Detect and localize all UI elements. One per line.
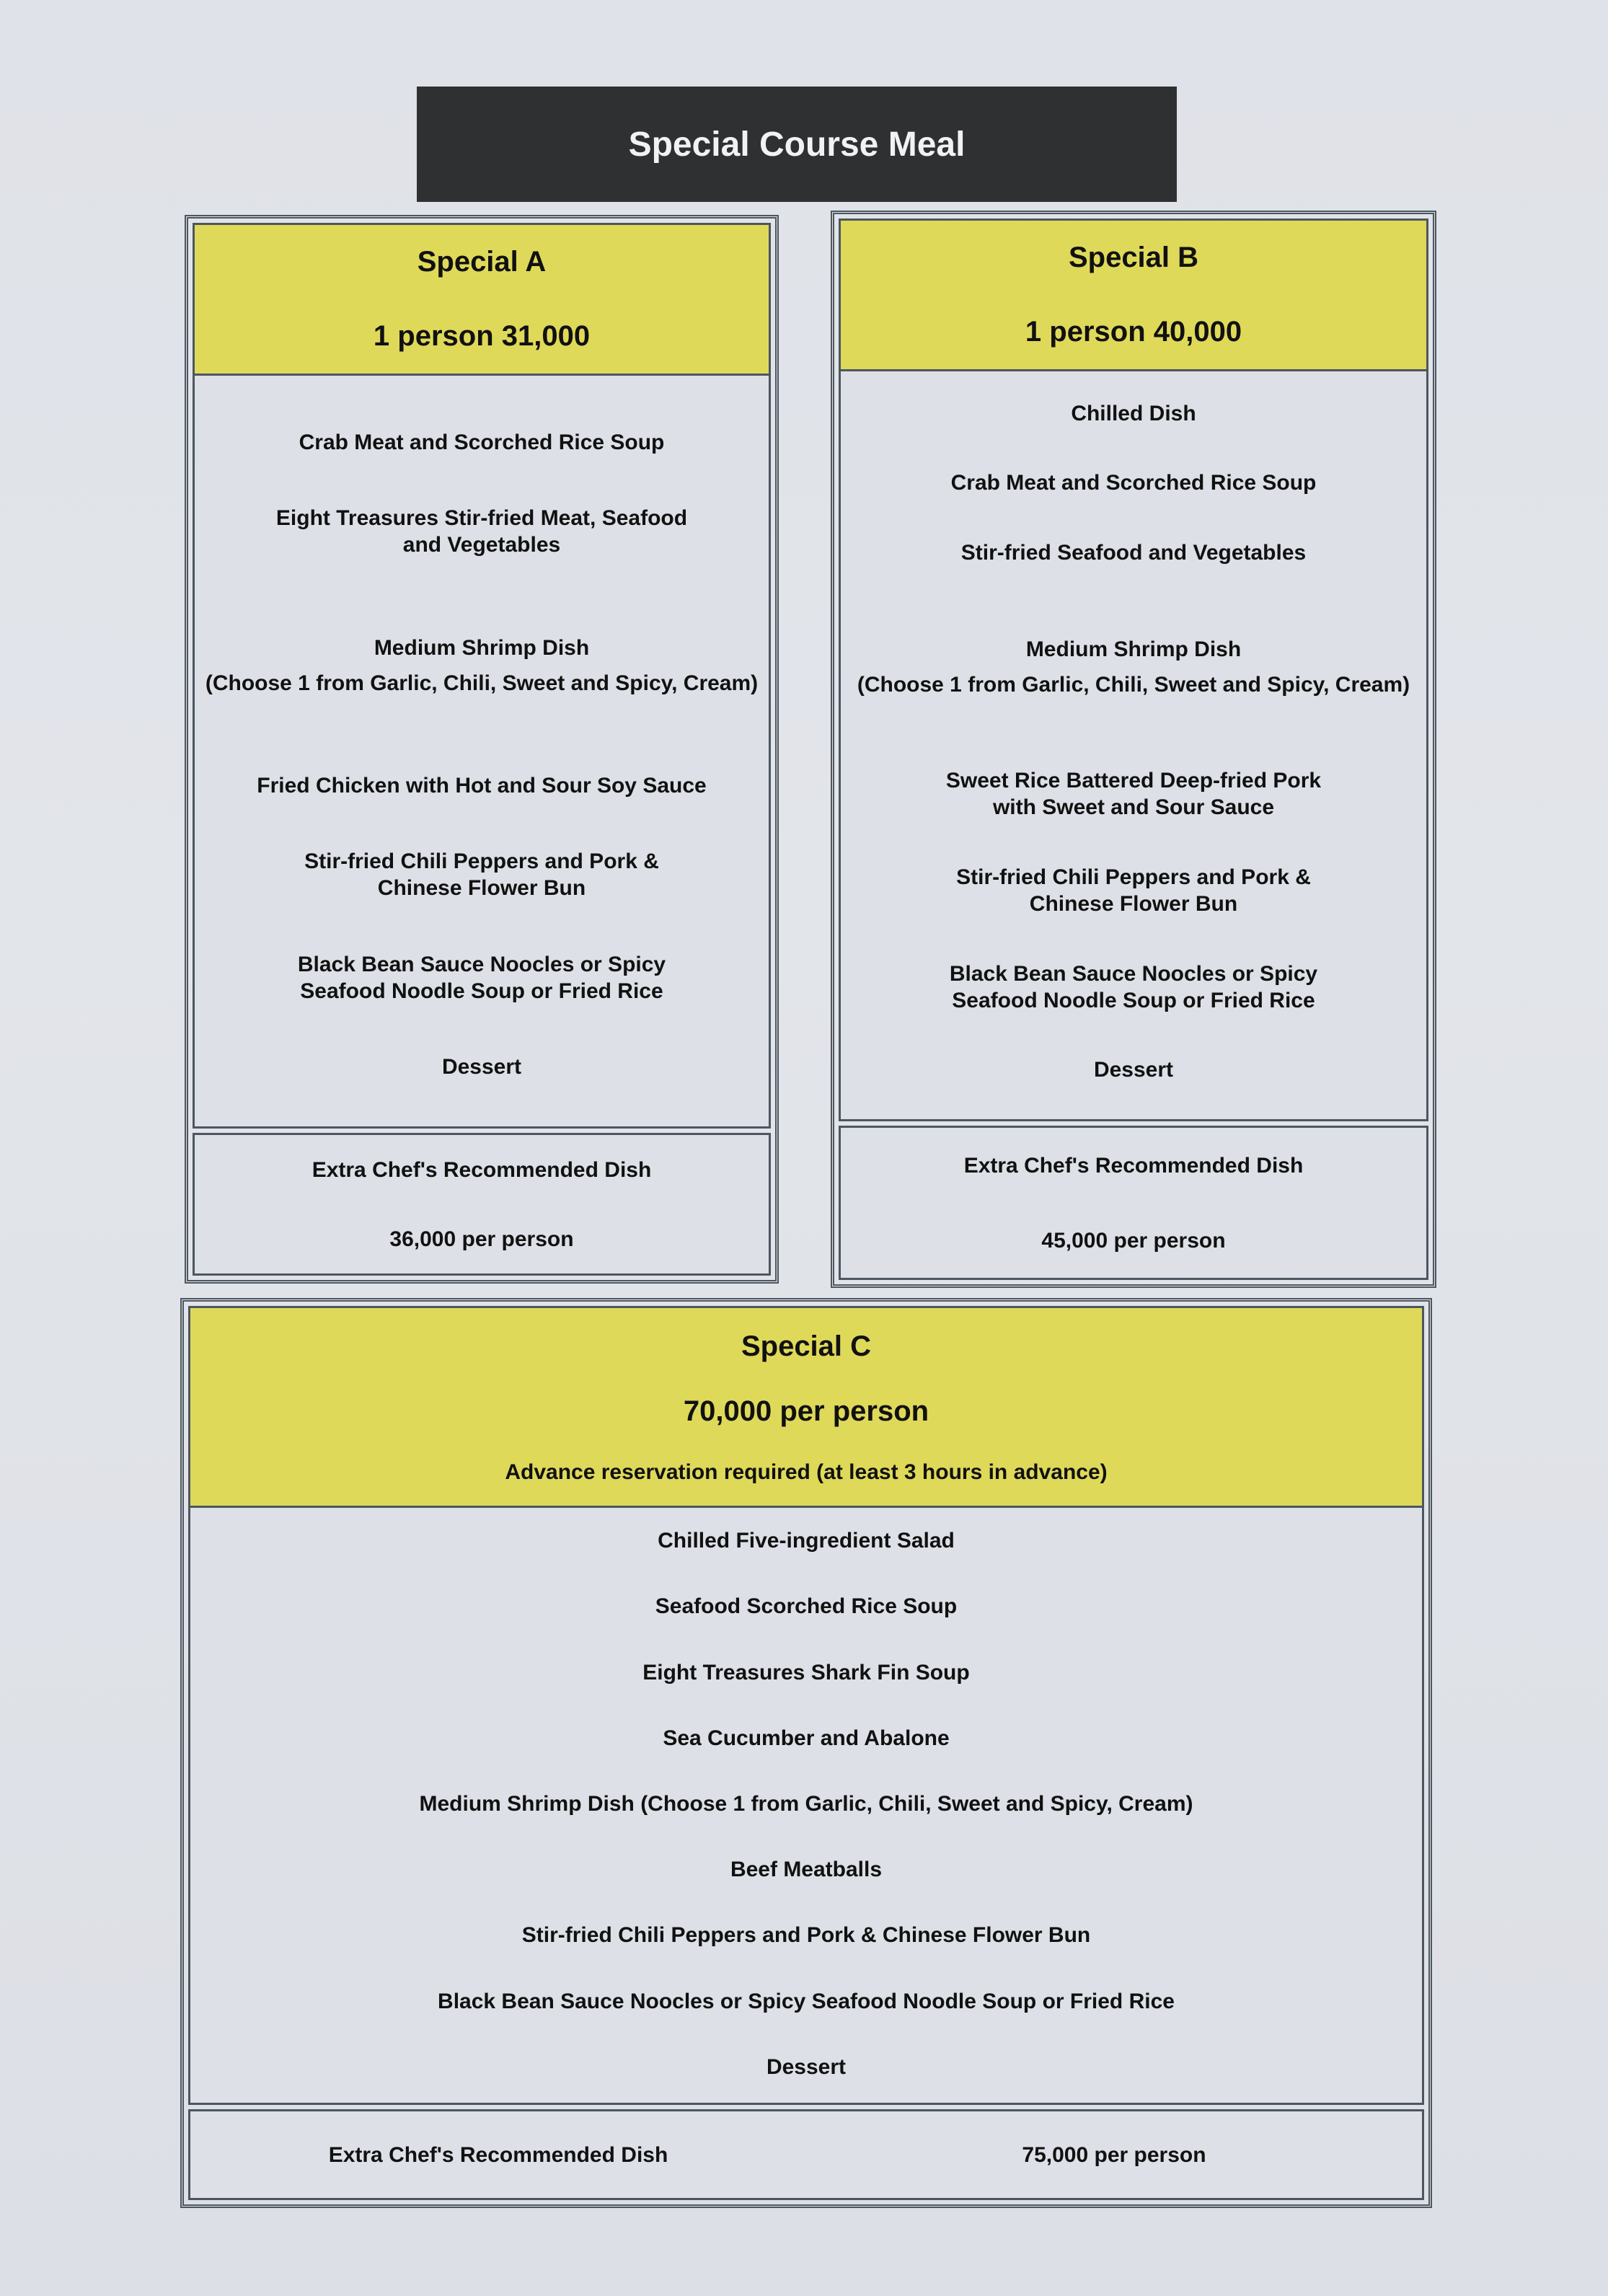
list-item: Black Bean Sauce Noocles or Spicy Seafood Noodle Soup or Fried Rice — [297, 952, 666, 1003]
special-a-header — [193, 223, 771, 376]
list-item: Chilled Dish — [1071, 401, 1196, 425]
list-item: Crab Meat and Scorched Rice Soup — [299, 430, 665, 455]
special-c-extra — [188, 2109, 1424, 2200]
extra-dish-price: 45,000 per person — [1041, 1228, 1226, 1253]
extra-dish-price: 75,000 per person — [1022, 2142, 1206, 2167]
list-item: Crab Meat and Scorched Rice Soup — [950, 471, 1317, 495]
list-item: Dessert — [1093, 1058, 1174, 1082]
list-item: Beef Meatballs — [730, 1858, 883, 1882]
list-item: Fried Chicken with Hot and Sour Soy Sauce — [257, 773, 707, 798]
special-c-header — [188, 1306, 1424, 1508]
list-item: Eight Treasures Stir-fried Meat, Seafood and Vegetables — [275, 506, 688, 557]
shrimp-dish-options: (Choose 1 from Garlic, Chili, Sweet and Spicy, Cream) — [857, 672, 1410, 697]
extra-dish-label: Extra Chef's Recommended Dish — [312, 1157, 652, 1182]
special-a-dish-list — [193, 376, 771, 1129]
list-item — [206, 608, 758, 723]
list-item: Stir-fried Chili Peppers and Pork & Chinese Flower Bun — [521, 1923, 1091, 1948]
list-item: Eight Treasures Shark Fin Soup — [642, 1660, 970, 1685]
list-item: Sweet Rice Battered Deep-fried Pork with Sweet and Sour Sauce — [945, 769, 1322, 820]
special-a-price: 1 person 31,000 — [373, 320, 591, 352]
list-item: Stir-fried Chili Peppers and Pork & Chinese Flower Bun — [956, 865, 1311, 916]
reservation-note: Advance reservation required (at least 3 hours in advance) — [505, 1460, 1108, 1485]
special-c-dish-list — [188, 1508, 1424, 2105]
special-b-dish-list — [839, 371, 1428, 1121]
list-item: Seafood Scorched Rice Soup — [655, 1594, 958, 1619]
shrimp-dish-options: (Choose 1 from Garlic, Chili, Sweet and Spicy, Cream) — [205, 671, 759, 695]
special-b-header — [839, 218, 1428, 371]
list-item: Dessert — [441, 1054, 522, 1079]
menu-title-banner — [417, 87, 1177, 202]
list-item: Medium Shrimp Dish (Choose 1 from Garlic, Chili, Sweet and Spicy, Cream) — [419, 1791, 1193, 1816]
special-a-card — [185, 215, 779, 1284]
shrimp-dish: Medium Shrimp Dish — [1025, 637, 1242, 661]
special-b-price: 1 person 40,000 — [1025, 316, 1242, 348]
list-item: Stir-fried Seafood and Vegetables — [960, 541, 1307, 565]
extra-dish-price: 36,000 per person — [389, 1227, 574, 1251]
special-b-extra — [839, 1126, 1428, 1280]
special-b-card — [831, 211, 1436, 1288]
list-item: Chilled Five-ingredient Salad — [658, 1529, 955, 1553]
special-a-name: Special A — [417, 246, 547, 278]
special-c-name: Special C — [741, 1330, 872, 1362]
special-a-extra — [193, 1133, 771, 1276]
list-item: Black Bean Sauce Noocles or Spicy Seafood Noodle Soup or Fried Rice — [438, 1989, 1175, 2013]
list-item: Dessert — [766, 2054, 847, 2079]
shrimp-dish: Medium Shrimp Dish — [374, 635, 590, 660]
menu-title: Special Course Meal — [628, 125, 966, 164]
extra-dish-label: Extra Chef's Recommended Dish — [963, 1153, 1304, 1178]
special-c-price: 70,000 per person — [683, 1395, 929, 1427]
special-c-card — [180, 1298, 1432, 2208]
list-item: Stir-fried Chili Peppers and Pork & Chinese Flower Bun — [304, 849, 659, 901]
list-item: Black Bean Sauce Noocles or Spicy Seafood Noodle Soup or Fried Rice — [949, 961, 1318, 1012]
extra-dish-label: Extra Chef's Recommended Dish — [328, 2142, 668, 2167]
list-item: Sea Cucumber and Abalone — [663, 1726, 950, 1750]
list-item — [857, 609, 1410, 725]
special-b-name: Special B — [1068, 242, 1199, 273]
